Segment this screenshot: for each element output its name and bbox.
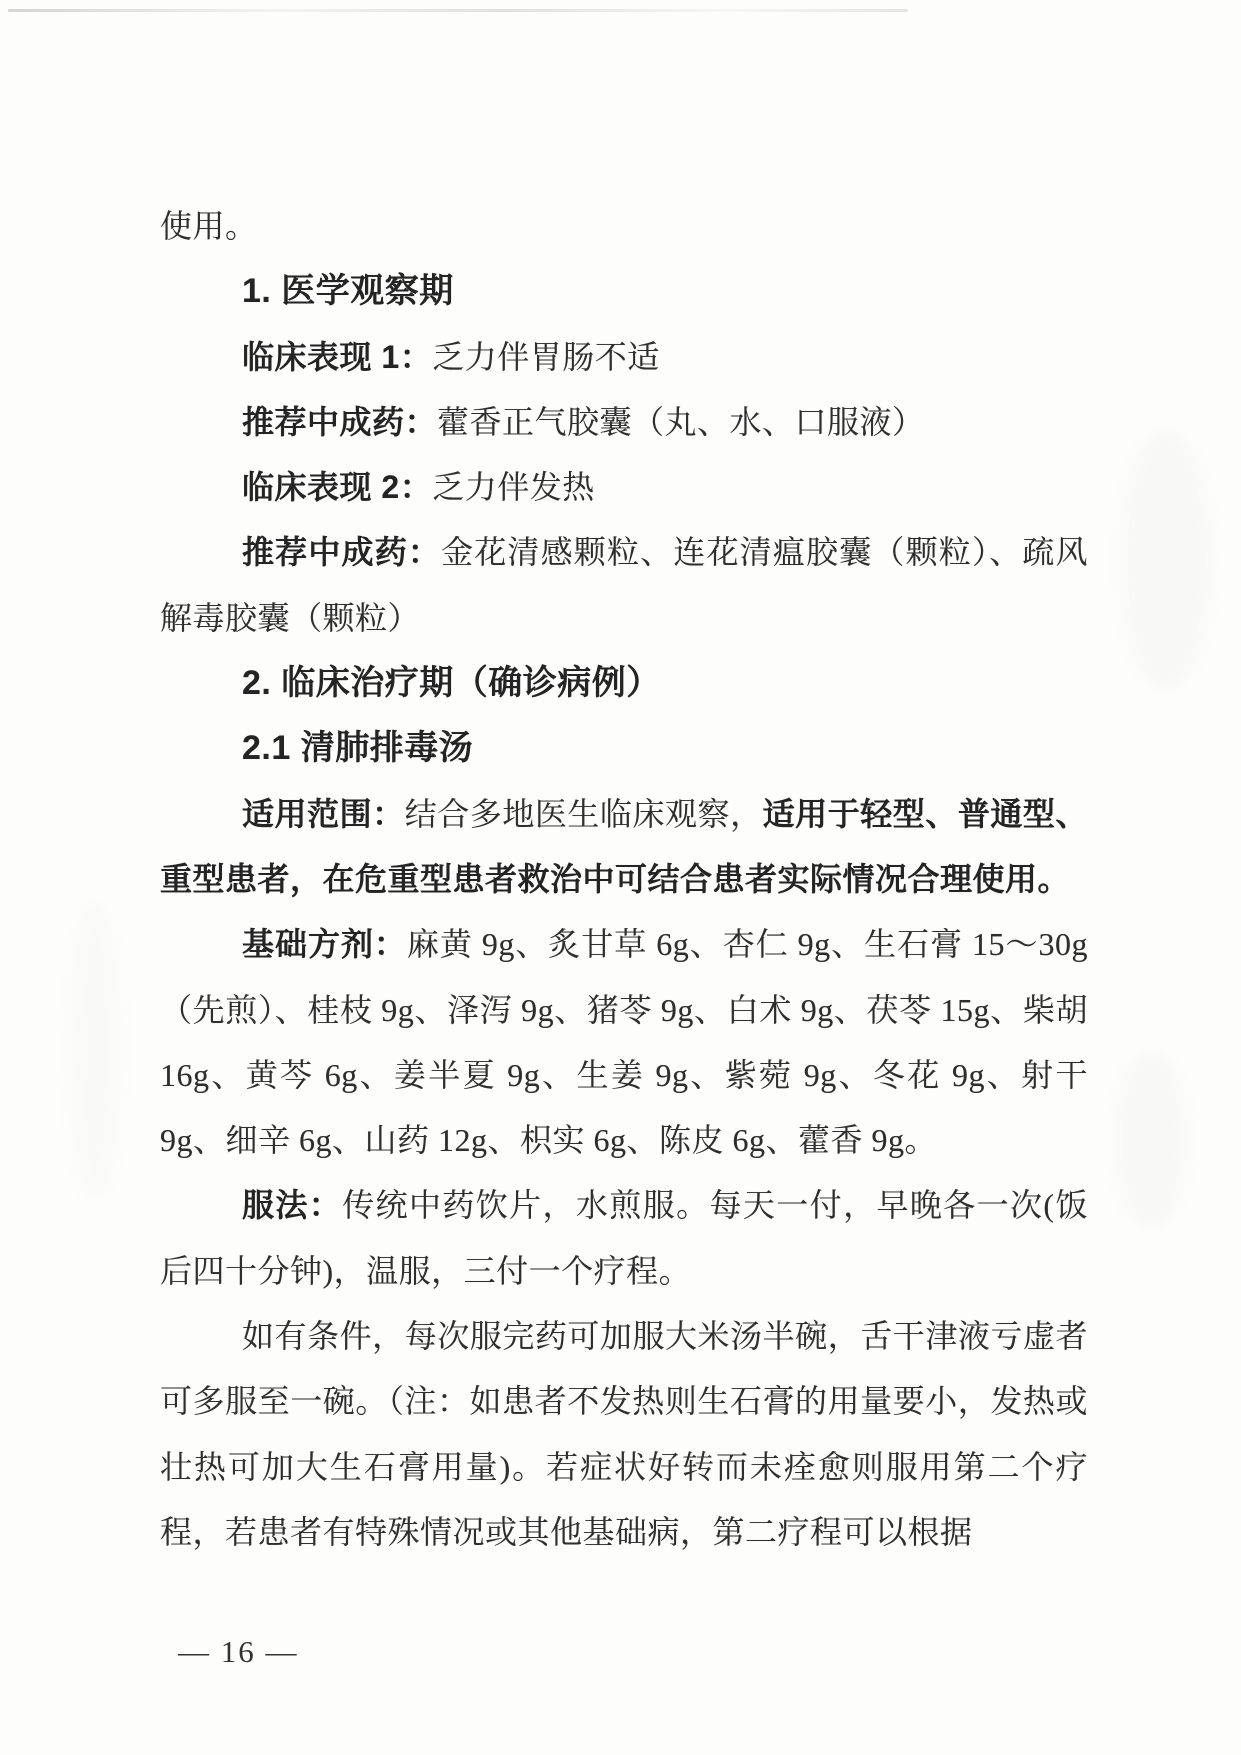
- text-segment: 如有条件，每次服完药可加服大米汤半碗，舌干津液亏虚者可多服至一碗。（注：如患者不发热则生石膏的用量要小，发热或壮热可加大生石膏用量)。若症状好转而未痊愈则服用第二个疗程，若患者有特殊情况或其他基础病，第二疗程可以根据: [160, 1318, 1088, 1550]
- text-segment: 藿香正气胶囊（丸、水、口服液）: [437, 403, 925, 440]
- paragraph: [160, 325, 1088, 390]
- paragraph: [160, 390, 1088, 455]
- section-heading: [160, 651, 1088, 716]
- paragraph: [160, 455, 1088, 520]
- page-number: — 16 —: [178, 1634, 299, 1669]
- text-segment: 结合多地医生临床观察，: [404, 795, 763, 832]
- bold-text-segment: 基础方剂：: [242, 926, 407, 963]
- bold-text-segment: 临床表现 1：: [242, 338, 433, 375]
- text-segment: 金花清感颗粒、连花清瘟胶囊（颗粒）、疏风解毒胶囊（颗粒）: [160, 534, 1088, 636]
- bold-text-segment: 推荐中成药：: [242, 534, 442, 571]
- bold-text-segment: 适用于轻型、普通型、重型患者，在危重型患者救治中可结合患者实际情况合理使用。: [160, 795, 1088, 897]
- bold-text-segment: 1. 医学观察期: [242, 272, 454, 311]
- text-segment: 传统中药饮片，水煎服。每天一付，早晚各一次(饭后四十分钟)，温服，三付一个疗程。: [160, 1187, 1088, 1289]
- text-segment: 麻黄 9g、炙甘草 6g、杏仁 9g、生石膏 15～30g（先煎）、桂枝 9g、泽泻 9g、猪苓 9g、白术 9g、茯苓 15g、柴胡 16g、黄芩 6g、姜半夏 9g、生姜 9g、紫菀 9g、冬花 9g、射干 9g、细辛 6g、山药 12g、枳实 6g、陈皮 6g、藿香 9g。: [160, 926, 1088, 1159]
- bold-text-segment: 服法：: [242, 1187, 343, 1224]
- scan-artifact: [1116, 1050, 1186, 1230]
- scan-artifact: [70, 900, 120, 1200]
- bold-text-segment: 2. 临床治疗期（确诊病例）: [242, 664, 661, 703]
- paragraph: [160, 782, 1088, 913]
- text-segment: 使用。: [160, 208, 258, 244]
- paragraph: [160, 1304, 1088, 1565]
- paragraph: [160, 520, 1088, 651]
- text-segment: 乏力伴胃肠不适: [432, 338, 660, 375]
- paragraph: [160, 912, 1088, 1173]
- paragraph: [160, 1173, 1088, 1304]
- text-segment: 乏力伴发热: [432, 469, 595, 506]
- bold-text-segment: 适用范围：: [242, 795, 405, 832]
- bold-text-segment: 推荐中成药：: [242, 403, 438, 440]
- paragraph: [160, 194, 1088, 259]
- scan-artifact: [8, 9, 908, 12]
- bold-text-segment: 临床表现 2：: [242, 469, 433, 506]
- bold-text-segment: 2.1 清肺排毒汤: [242, 729, 474, 768]
- document-body: [160, 194, 1088, 1565]
- section-heading: [160, 259, 1088, 324]
- scan-artifact: [1121, 430, 1211, 690]
- section-heading: [160, 716, 1088, 781]
